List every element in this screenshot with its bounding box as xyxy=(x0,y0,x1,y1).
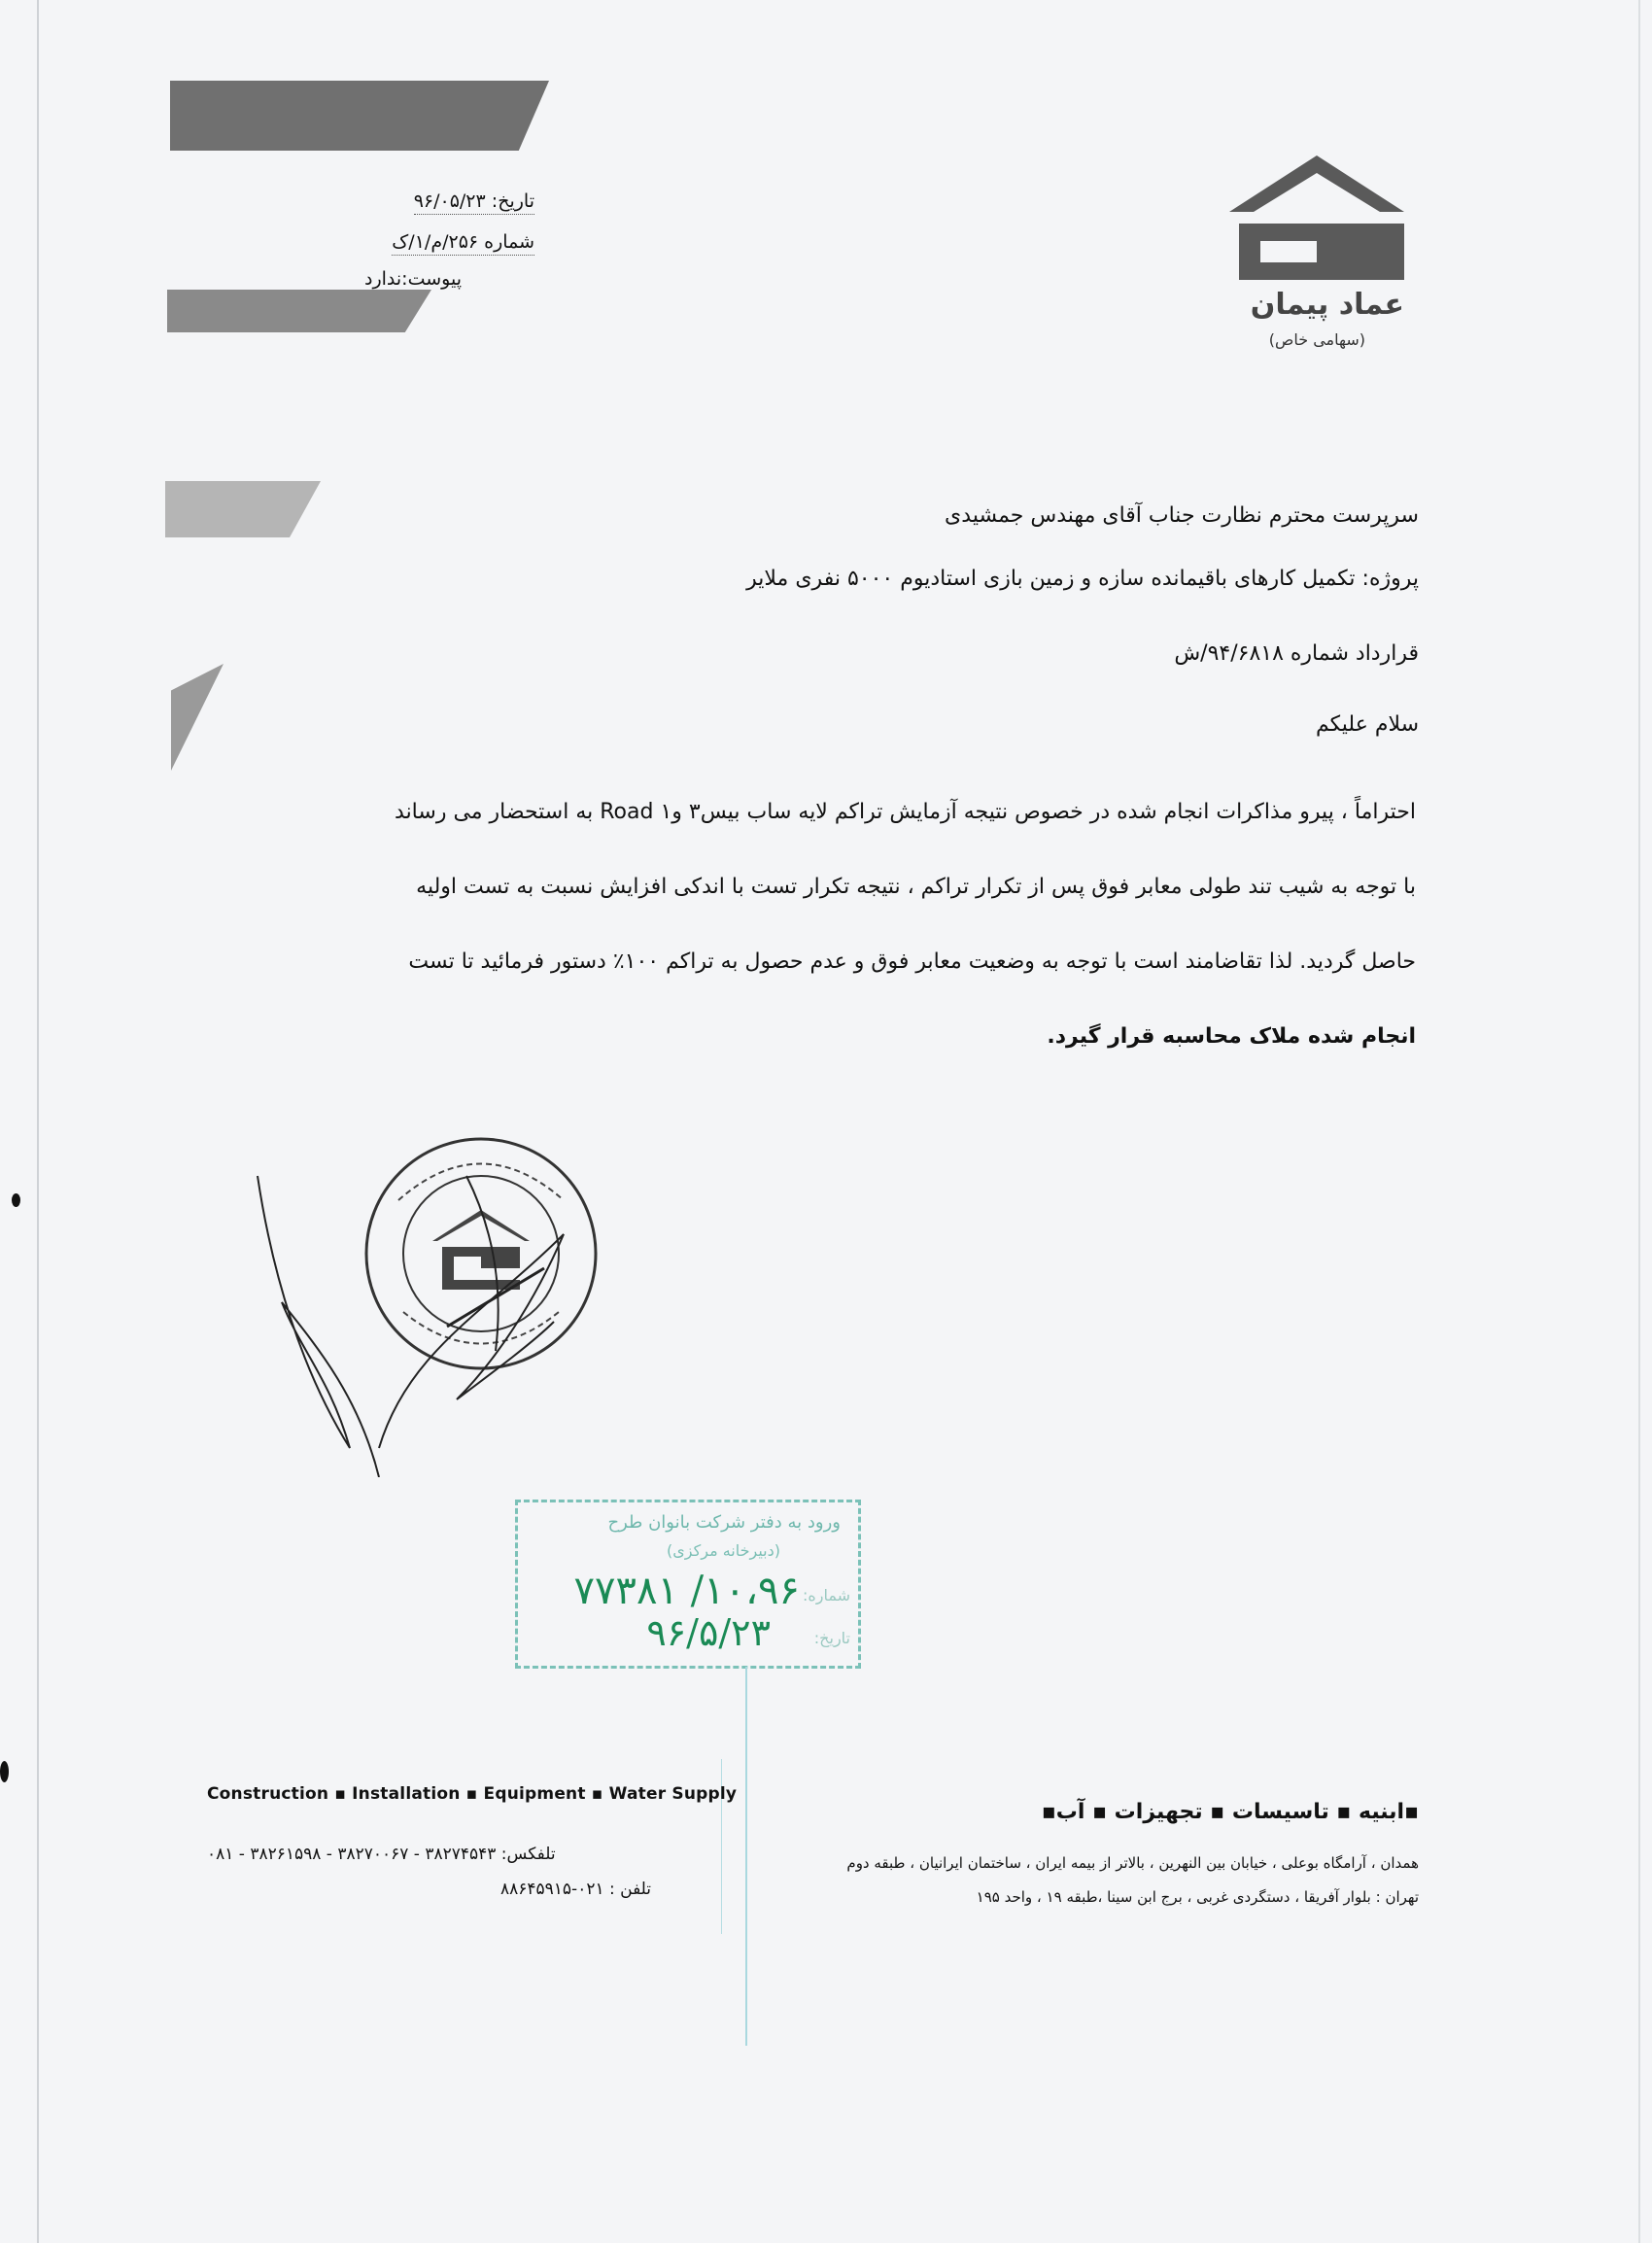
receipt-stamp xyxy=(515,1500,861,1669)
number-label: شماره xyxy=(484,231,534,253)
date-label: تاریخ xyxy=(498,190,534,212)
stamp-number-value: ۱۰،۹۶/ ۷۷۳۸۱ xyxy=(573,1569,800,1613)
binder-mark xyxy=(0,1761,9,1782)
footer-fax: تلفکس: ۳۸۲۷۴۵۴۳ - ۳۸۲۷۰۰۶۷ - ۳۸۲۶۱۵۹۸ - ۰۸۱ xyxy=(207,1845,556,1864)
letter-attachment: پیوست:ندارد xyxy=(363,268,462,290)
scan-line xyxy=(745,1667,747,2046)
date-value: ۹۶/۰۵/۲۳ xyxy=(413,190,486,212)
number-value: ۲۵۶/م/۱/ک xyxy=(392,231,479,253)
company-logo-icon xyxy=(1229,155,1404,282)
company-name: عماد پیمان xyxy=(1250,288,1404,322)
body-line: با توجه به شیب تند طولی معابر فوق پس از تکرار تراکم ، نتیجه تکرار تست با اندکی افزایش نسبت به تست اولیه xyxy=(416,875,1416,899)
redaction-bar-middle xyxy=(167,290,431,332)
redaction-bar-top xyxy=(170,81,549,151)
letter-date: تاریخ: ۹۶/۰۵/۲۳ xyxy=(321,190,534,212)
footer-services-fa: ▪ابنیه ▪ تاسیسات ▪ تجهیزات ▪ آب▪ xyxy=(1041,1800,1419,1824)
scan-bar-left xyxy=(165,481,321,537)
scan-triangle-left xyxy=(171,664,224,771)
page-left-edge xyxy=(37,0,39,2243)
letter-number xyxy=(321,231,534,253)
stamp-title: ورود به دفتر شرکت بانوان طرح xyxy=(607,1512,841,1533)
footer-address-hamedan: همدان ، آرامگاه بوعلی ، خیابان بین النهرین ، بالاتر از بیمه ایران ، ساختمان ایرانیان ، طبقه دوم xyxy=(846,1854,1419,1872)
letter-project: پروژه: تکمیل کارهای باقیمانده سازه و زمین بازی استادیوم ۵۰۰۰ نفری ملایر xyxy=(746,567,1419,591)
letter-greeting: سلام علیکم xyxy=(1315,712,1419,737)
page-right-edge xyxy=(1638,0,1640,2243)
binder-mark xyxy=(12,1193,20,1207)
company-type: (سهامی خاص) xyxy=(1268,330,1365,349)
footer-address-tehran: تهران : بلوار آفریقا ، دستگردی غربی ، برج ابن سینا ،طبقه ۱۹ ، واحد ۱۹۵ xyxy=(976,1888,1419,1906)
body-line: حاصل گردید. لذا تقاضامند است با توجه به وضعیت معابر فوق و عدم حصول به تراکم ۱۰۰٪ دستور فرمائید تا تست xyxy=(408,949,1416,974)
stamp-subtitle: (دبیرخانه مرکزی) xyxy=(667,1541,780,1560)
body-line: انجام شده ملاک محاسبه قرار گیرد. xyxy=(1047,1024,1416,1049)
signature-icon xyxy=(243,1156,583,1477)
stamp-date-value: ۹۶/۵/۲۳ xyxy=(646,1611,771,1654)
letter-recipient: سرپرست محترم نظارت جناب آقای مهندس جمشیدی xyxy=(945,503,1419,528)
attachment-value: ندارد xyxy=(363,268,402,290)
stamp-date-label: تاریخ: xyxy=(813,1629,850,1647)
footer-tel: تلفن : ۰۲۱-۸۸۶۴۵۹۱۵ xyxy=(500,1880,652,1899)
attachment-label: پیوست xyxy=(407,268,462,290)
letter-body xyxy=(259,775,1416,1074)
letter-contract: قرارداد شماره ۹۴/۶۸۱۸/ش xyxy=(1174,641,1419,666)
stamp-number-label: شماره: xyxy=(802,1586,850,1605)
footer-services-en: Construction ▪ Installation ▪ Equipment ▪ Water Supply xyxy=(207,1784,738,1804)
body-line: احتراماً ، پیرو مذاکرات انجام شده در خصوص نتیجه آزمایش تراکم لایه ساب بیس۳ و۱ Road به استحضار می رساند xyxy=(395,800,1416,824)
